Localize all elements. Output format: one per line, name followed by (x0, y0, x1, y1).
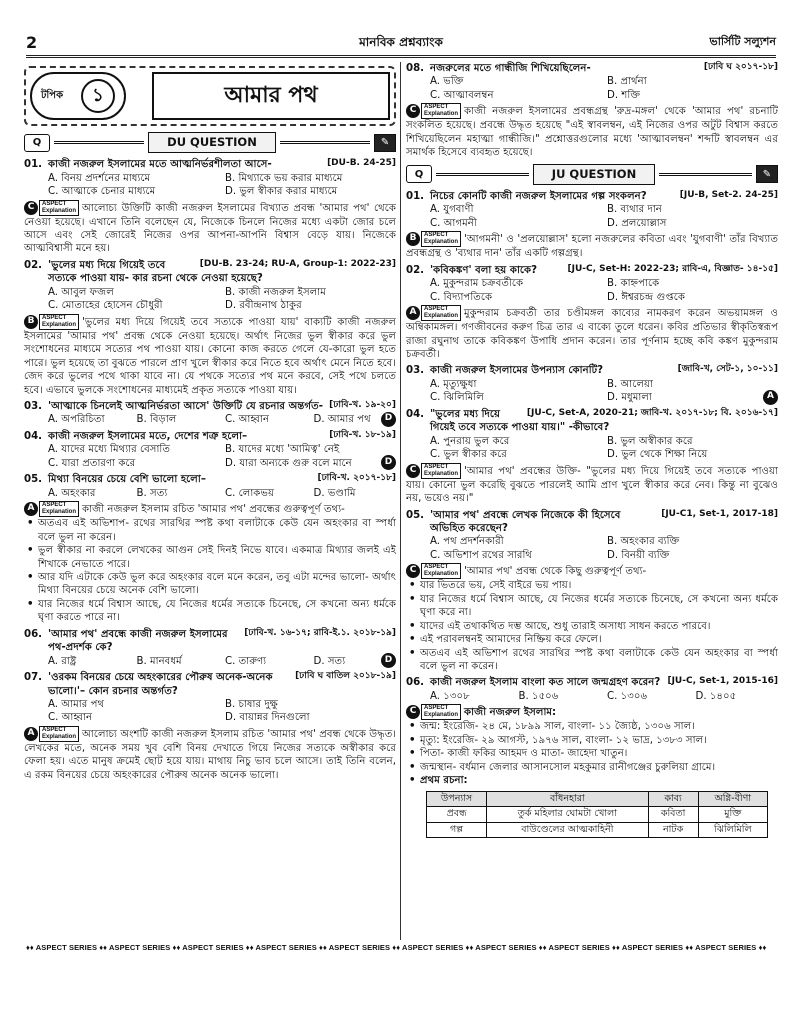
table-cell: বাউণ্ডেলের আত্মকাহিনী (487, 822, 648, 838)
table-row (427, 822, 768, 838)
works-title: • প্রথম রচনা: (406, 774, 778, 787)
option-c: C. আহ্বান (225, 414, 270, 426)
option-b: B. বিড়াল (136, 414, 177, 426)
explanation (24, 200, 396, 256)
aspect-label (421, 463, 461, 479)
option-b: B. চাষার দুক্ষু (225, 699, 278, 711)
question-header (406, 364, 778, 377)
aspect-line-2: Explanation (424, 571, 459, 578)
table-header-cell: উপন্যাস (427, 791, 487, 807)
question-number: 03. (406, 365, 425, 377)
option-b: B. কাহ্নপাকে (607, 278, 660, 290)
explanation-letter: C (24, 201, 38, 215)
aspect-line-2: Explanation (42, 321, 77, 328)
aspect-explanation-icon (24, 501, 79, 517)
option-c: C. ঝিলিমিলি (430, 392, 484, 404)
option-b: B. ব্যথার দান (607, 204, 662, 216)
question-source: [JU-C, Set-1, 2015-16] (667, 676, 778, 687)
aspect-line-2: Explanation (424, 712, 459, 719)
aspect-explanation-icon (24, 314, 79, 330)
table-header-cell: কাব্য (648, 791, 698, 807)
option-a: A. রাষ্ট্র (48, 655, 77, 667)
question-source: [JU-C, Set-H: 2022-23; রাবি-এ, বিজ্ঞাত- ১৪-১৫] (567, 263, 778, 274)
explanation-bullets (24, 517, 396, 625)
topic-label: টপিক (40, 90, 64, 102)
options-list (406, 203, 778, 230)
question-text: কাজী নজরুল ইসলামের মতে আত্মনির্ভরশীলতা আসে- (48, 159, 272, 171)
explanation (406, 563, 778, 579)
bullet-item: • আর যদি এটাকে কেউ ভুল করে অহংকার বলে মনে করেন, তবু এটা মন্দের ভালো- অর্থাৎ মিথ্যা বিনয়ের চেয়ে অনেক বেশি ভালো। (24, 571, 396, 598)
aspect-explanation-icon (406, 704, 461, 720)
option-c: C. ১৩০৬ (607, 690, 648, 702)
question-block (406, 676, 778, 838)
options-list (406, 435, 778, 462)
question-icon: Q (406, 165, 432, 183)
explanation-letter: C (406, 705, 420, 719)
question-block (24, 400, 396, 427)
options-list (406, 75, 778, 102)
question-header (24, 671, 396, 698)
question-text-wrap (48, 473, 396, 486)
aspect-explanation-icon (406, 463, 461, 479)
option-a: A. যাদের মধ্যে মিথ্যার বেসাতি (48, 444, 170, 456)
option-a: A. অপরিচিতা (48, 414, 105, 426)
question-header (406, 190, 778, 203)
option-c: C. ভুল স্বীকার করে (430, 449, 507, 461)
aspect-label (421, 103, 461, 119)
option-c: C. তারুণ্য (225, 655, 267, 667)
explanation-letter: C (406, 564, 420, 578)
aspect-label (421, 231, 461, 247)
question-text: কাজী নজরুল ইসলাম বাংলা কত সালে জন্মগ্রহণ করেন? (430, 677, 661, 689)
explanation-text: কাজী নজরুল ইসলাম: (464, 707, 557, 719)
aspect-line-1: ASPECT (424, 232, 449, 239)
explanation-text: 'আমার পথ' প্রবন্ধের উক্তি- "ভুলের মধ্য দিয়ে গিয়েই তবে সত্যকে পাওয়া যায়। কোনো ভুল করেছি বুঝতে পারলেই আমি প্রাণ খুলে স্বীকার করে নেব। কিন্তু না বুঝেও নয়, ভয়েও নয়।" (406, 465, 778, 505)
question-text-wrap (48, 158, 396, 171)
question-block (24, 473, 396, 625)
topic-banner (24, 66, 396, 126)
question-text-wrap (430, 264, 778, 277)
option-a: A. ভক্তি (430, 76, 464, 88)
option-c: C. আত্মাকে চেনার মাধ্যমে (48, 186, 156, 198)
info-item: • জন্ম: ইংরেজি- ২৪ মে, ১৮৯৯ সাল, বাংলা- ১১ জ্যৈষ্ঠ, ১৩০৬ সাল। (406, 720, 778, 733)
option-d: D. যারা অন্যকে গুরু বলে মানে (225, 457, 352, 469)
options-list (24, 698, 396, 725)
aspect-explanation-icon (406, 305, 461, 321)
question-block (24, 430, 396, 470)
question-header (406, 62, 778, 75)
aspect-explanation-icon (406, 103, 461, 119)
explanation (24, 501, 396, 517)
question-text-wrap (48, 400, 396, 413)
question-header (24, 430, 396, 443)
question-text: 'কবিকঙ্কণ' বলা হয় কাকে? (430, 264, 538, 276)
aspect-line-1: ASPECT (42, 726, 67, 733)
aspect-line-1: ASPECT (424, 463, 449, 470)
question-number: 05. (24, 474, 43, 486)
bullet-item: • যার নিজের ধর্মে বিশ্বাস আছে, যে নিজের ধর্মের সত্যকে চিনেছে, সে কখনো অন্য ধর্মকে ঘৃণা করতে পারে না। (24, 598, 396, 625)
option-a: A. পুনরায় ভুল করে (430, 435, 510, 447)
ju-section-header (406, 164, 778, 185)
right-column (406, 62, 778, 841)
option-d: D. রবীন্দ্রনাথ ঠাকুর (225, 300, 302, 312)
question-number: 04. (24, 430, 43, 442)
option-a: A. মুকুন্দরাম চক্রবর্তীকে (430, 278, 524, 290)
explanation-text: আলোচ্য উক্তিটি কাজী নজরুল ইসলামের বিখ্যাত প্রবন্ধ 'আমার পথ' থেকে নেওয়া হয়েছে। এখানে তিনি বলেছেন যে, নিজেকে চিনলে নিজের মধ্যে একটা জোর চলে আসে এবং সেই জোরেই নিজের ওপর আপনা-আপনি বিশ্বাস বেড়ে যায়। নিজেকে আত্মবিশ্বাসী মনে হয়। (24, 202, 396, 255)
table-header-cell: বাঁধনহারা (487, 791, 648, 807)
options-list (406, 535, 778, 562)
page-header (26, 30, 776, 58)
question-text: 'আত্মাকে চিনলেই আত্মনির্ভরতা আসে' উক্তিটি যে রচনার অন্তর্গত- (48, 400, 323, 412)
question-block (24, 259, 396, 397)
question-block (24, 628, 396, 668)
aspect-line-2: Explanation (424, 239, 459, 246)
aspect-line-2: Explanation (42, 509, 77, 516)
topic-title: আমার পথ (152, 72, 390, 120)
option-a: A. আবুল ফজল (48, 286, 114, 298)
question-source: [ঢাবি ঘ ২০১৭-১৮] (703, 62, 778, 72)
question-number: 07. (24, 672, 43, 684)
aspect-line-1: ASPECT (42, 200, 67, 207)
table-cell: তুর্ক মহিলার ঘোমটা খোলা (487, 807, 648, 823)
option-c: C. অভিশাপ রথের সারথি (430, 549, 532, 561)
info-item: • পিতা- কাজী ফকির আহমদ ও মাতা- জাহেদা খাতুন। (406, 747, 778, 760)
question-text: 'ওরকম বিনয়ের চেয়ে অহংকারের পৌরুষ অনেক-অনেক ভালো।'– কোন রচনার অন্তর্গত? (48, 672, 273, 697)
aspect-explanation-icon (24, 200, 79, 216)
question-source: [ঢাবি ঘ বাতিল ২০১৮-১৯] (295, 671, 396, 682)
option-a: A. অহংকার (48, 487, 96, 499)
option-b: B. মানবধর্ম (136, 655, 182, 667)
explanation (406, 463, 778, 506)
question-text-wrap (48, 671, 396, 698)
explanation-letter: C (406, 464, 420, 478)
option-c: C. যারা প্রতারণা করে (48, 457, 136, 469)
option-b: B. আলেয়া (607, 378, 653, 390)
table-cell: প্রবন্ধ (427, 807, 487, 823)
table-cell: নাটক (648, 822, 698, 838)
option-c: C. লোকভয় (225, 487, 274, 499)
question-header (24, 473, 396, 486)
info-item: • মৃত্যু: ইংরেজি- ২৯ আগস্ট, ১৯৭৬ সাল, বাংলা- ১২ ভাদ্র, ১৩৮৩ সাল। (406, 734, 778, 747)
option-d: D. আমার পথ (313, 414, 371, 426)
option-d: D. ঈশ্বরচন্দ্র গুপ্তকে (607, 291, 685, 303)
options-list (24, 172, 396, 199)
question-header (406, 509, 778, 536)
question-block (24, 158, 396, 256)
option-a: A. ১৩০৮ (430, 690, 470, 702)
answer-badge: D (381, 653, 396, 668)
explanation-text: কাজী নজরুল ইসলামের প্রবন্ধগ্রন্থ 'রুদ্র-মঙ্গল' থেকে 'আমার পথ' রচনাটি সংকলিত হয়েছে। প্রবন্ধে উদ্ধৃত হয়েছে "এই স্বাবলম্বন, এই নিজের ওপর অটুট বিশ্বাস করতে শিখিয়েছিলেন মহাত্মা গান্ধীজি।" প্রশ্নোত্তরগুলোর মধ্যে 'আত্মাবলম্বন' শব্দটি স্বাবলম্বন এর সমার্থক হিসেবে ব্যবহৃত হয়েছে। (406, 106, 778, 159)
question-source: [ঢাবি-খ. ১৯-২০] (329, 399, 396, 410)
bullet-item: • যার ভিতরে ভয়, সেই বাইরে ভয় পায়। (406, 579, 778, 592)
table-cell: ঝিলিমিলি (698, 822, 767, 838)
explanation (406, 305, 778, 361)
question-number: 02. (406, 264, 425, 276)
aspect-line-2: Explanation (424, 470, 459, 477)
explanation-bullets (406, 579, 778, 673)
explanation-text: 'ভুলের মধ্য দিয়ে গিয়েই তবে সত্যকে পাওয়া যায়' বাক্যটি কাজী নজরুল ইসলামের 'আমার পথ' প্রবন্ধ থেকে নেওয়া হয়েছে। অর্থাৎ নিজের ভুল স্বীকার করে ভুল সংশোধনের মাধ্যমে সত্যের পথ পাওয়া যায়। কোনো কাজ করতে গেলে যে-কারো ভুল হতে পারে। ভুল হয়েছে তা বুঝতে পারলে প্রাণ খুলে স্বীকার করে নিতে হবে অর্থাৎ মেনে নিতে হবে। জেদ করে ভুলের পথে থাকা যাবে না। যে পথকে সত্যের পথ মনে করবে, সেই পথে চলতে হবে। এভাবে ভুলকে সংশোধনের মাধ্যমেই প্রকৃত সত্যকে পাওয়া যায়। (24, 316, 396, 396)
question-text: 'আমার পথ' প্রবন্ধে লেখক নিজেকে কী হিসেবে অভিহিত করেছেন? (430, 509, 621, 534)
question-text-wrap (430, 190, 778, 203)
options-list (24, 443, 396, 470)
question-text: কাজী নজরুল ইসলামের উপন্যাস কোনটি? (430, 365, 604, 377)
question-icon: Q (24, 134, 50, 152)
option-a: A. পথ প্রদর্শনকারী (430, 536, 504, 548)
aspect-label (39, 200, 79, 216)
explanation-letter: B (406, 232, 420, 246)
footer-banner: ♦♦ ASPECT SERIES ♦♦ ASPECT SERIES ♦♦ ASPECT SERIES ♦♦ ASPECT SERIES ♦♦ ASPECT SERIES ♦♦ ASPECT SERIES ♦♦ ASPECT SERIES ♦♦ ASPECT SERIES ♦♦ ASPECT SERIES ♦♦ ASPECT SERIES ♦♦ (26, 943, 767, 952)
option-d: D. ভুল থেকে শিক্ষা নিয়ে (607, 449, 708, 461)
answer-badge: D (381, 455, 396, 470)
question-text-wrap (430, 676, 778, 689)
question-text-wrap (430, 62, 778, 75)
question-header (24, 158, 396, 171)
option-a: A. বিনয় প্রদর্শনের মাধ্যমে (48, 172, 151, 184)
explanation (406, 231, 778, 260)
aspect-line-1: ASPECT (42, 314, 67, 321)
topic-badge (30, 72, 126, 120)
publisher-name: ভার্সিটি সল্যুশন (709, 35, 776, 49)
option-a: A. মৃত্যুক্ষুধা (430, 378, 477, 390)
table-row (427, 807, 768, 823)
bullet-item: • ভুল স্বীকার না করলে লেখকের আগুন সেই দিনই নিভে যাবে। একমাত্র মিথ্যার জলই এই শিখাকে নেভাতে পারে। (24, 544, 396, 571)
option-b: B. প্রার্থনা (607, 76, 647, 88)
question-text: মিথ্যা বিনয়ের চেয়ে বেশি ভালো হলো– (48, 474, 206, 486)
question-source: [জাবি-খ, সেট-১, ১০-১১] (677, 364, 778, 375)
option-d: D. সত্য (313, 655, 346, 667)
question-text-wrap (430, 408, 778, 435)
question-header (406, 264, 778, 277)
explanation (406, 103, 778, 159)
info-item: • জন্মস্থান- বর্ধমান জেলার আসানসোল মহকুমার রানীগঞ্জের চুরুলিয়া গ্রামে। (406, 761, 778, 774)
question-header (24, 628, 396, 655)
question-text-wrap (48, 259, 396, 286)
explanation-text: 'আমার পথ' প্রবন্ধ থেকে কিছু গুরুত্বপূর্ণ তথ্য- (464, 566, 647, 578)
question-number: 08. (406, 63, 425, 74)
aspect-line-2: Explanation (424, 313, 459, 320)
explanation-letter: A (406, 306, 420, 320)
option-b: B. কাজী নজরুল ইসলাম (225, 286, 326, 298)
question-number: 02. (24, 259, 43, 271)
explanation-letter: B (24, 315, 38, 329)
aspect-label (421, 563, 461, 579)
options-list (406, 378, 778, 405)
pen-icon: ✎ (374, 134, 396, 152)
explanation (24, 314, 396, 397)
table-cell: মুক্তি (698, 807, 767, 823)
explanation-letter: A (24, 727, 38, 741)
option-b: B. যাদের মধ্যে 'আমিত্ব' নেই (225, 444, 340, 456)
info-list (406, 720, 778, 787)
option-c: C. আহ্বান (48, 712, 93, 724)
question-source: [JU-C, Set-A, 2020-21; জাবি-খ. ২০১৭-১৮; বি. ২০১৬-১৭] (526, 407, 778, 418)
option-a: A. আমার পথ (48, 699, 105, 711)
du-section-header (24, 132, 396, 153)
question-block (24, 671, 396, 782)
option-b: B. অহংকার ব্যক্তি (607, 536, 680, 548)
explanation-text: 'আগমনী' ও 'প্রলয়োল্লাস' হলো নজরুলের কবিতা এবং 'যুগবাণী' তাঁর বিখ্যাত প্রবন্ধগ্রন্থ ও 'ব্যথার দান' তাঁর একটি গল্পগ্রন্থ। (406, 234, 778, 260)
question-text: নজরুলের মতে গান্ধীজি শিখিয়েছিলেন- (430, 63, 591, 74)
question-number: 01. (24, 159, 43, 171)
option-c: C. বিদ্যাপতিকে (430, 291, 493, 303)
left-column (24, 62, 396, 785)
question-block (406, 190, 778, 261)
explanation (406, 704, 778, 720)
question-header (24, 400, 396, 413)
aspect-label (421, 704, 461, 720)
question-block (406, 62, 778, 160)
question-block (406, 509, 778, 674)
topic-number: ১ (81, 79, 115, 113)
question-number: 04. (406, 408, 425, 420)
question-number: 01. (406, 190, 425, 202)
question-text-wrap (430, 509, 778, 536)
table-cell: কবিতা (648, 807, 698, 823)
page-number: 2 (26, 32, 38, 52)
ju-section-label: JU QUESTION (533, 164, 655, 185)
question-source: [JU-C1, Set-1, 2017-18] (661, 508, 778, 519)
explanation (24, 726, 396, 782)
options-list (24, 286, 396, 313)
option-b: B. মিথ্যাকে ভয় করার মাধ্যমে (225, 172, 343, 184)
options-list (24, 487, 396, 500)
question-number: 06. (406, 677, 425, 689)
aspect-label (39, 501, 79, 517)
question-header (24, 259, 396, 286)
question-text-wrap (430, 364, 778, 377)
option-d: D. শক্তি (607, 89, 641, 101)
bullet-item: • যাদের এই তথাকথিত দম্ভ আছে, শুধু তারাই অসাধ্য সাধন করতে পারবে। (406, 620, 778, 633)
bullet-item: • অতএব এই অভিশাপ রথের সারথির স্পষ্ট কথা বলাটাকে কেউ যেন অহংকার বা স্পর্ধা বলে ভুল না করেন। (406, 647, 778, 674)
book-title: মানবিক প্রশ্নব্যাংক (359, 34, 443, 49)
option-c: C. আত্মাবলম্বন (430, 89, 494, 101)
pen-icon: ✎ (756, 165, 778, 183)
question-source: [ঢাবি-খ. ১৬-১৭; রাবি-ই.১. ২০১৮-১৯] (244, 627, 396, 638)
explanation-letter: C (406, 104, 420, 118)
option-d: D. ভণ্ডামি (313, 487, 356, 499)
aspect-line-2: Explanation (42, 207, 77, 214)
options-list (24, 413, 396, 426)
question-header (406, 408, 778, 435)
aspect-label (39, 726, 79, 742)
option-b: B. সত্য (136, 487, 168, 499)
option-c: C. আগমনী (430, 217, 477, 229)
aspect-label (421, 305, 461, 321)
question-source: [DU-B. 23-24; RU-A, Group-1: 2022-23] (199, 258, 396, 269)
works-table (426, 791, 768, 839)
question-number: 05. (406, 509, 425, 521)
aspect-line-1: ASPECT (424, 306, 449, 313)
du-section-label: DU QUESTION (148, 132, 276, 153)
bullet-item: • অতএব এই অভিশাপ- রথের সারথির স্পষ্ট কথা বলাটাকে কেউ যেন অহংকার বা স্পর্ধা বলে ভুল না করেন। (24, 517, 396, 544)
answer-badge: D (381, 412, 396, 427)
explanation-text: মুকুন্দরাম চক্রবর্তী তার চণ্ডীমঙ্গল কাব্যের নামকরণ করেন অভয়ামঙ্গল ও অম্বিকামঙ্গল। গণজীবনের করুণ চিত্র তার এ বাক্যে তুলে ধরেন। কবির প্রতিভার স্বীকৃতিস্বরূপ রাজা রঘুনাথ তাকে কবিকঙ্কণ উপাধি প্রদান করেন। তার পূর্ণনাম হচ্ছে কবি কঙ্কণ মুকুন্দরাম চক্রবর্তী। (406, 308, 778, 360)
question-block (406, 364, 778, 404)
question-text: 'আমার পথ' প্রবন্ধে কাজী নজরুল ইসলামের পথ-প্রদর্শক কে? (48, 628, 228, 654)
question-text-wrap (48, 628, 396, 655)
aspect-explanation-icon (406, 563, 461, 579)
question-number: 03. (24, 400, 43, 412)
aspect-line-1: ASPECT (424, 104, 449, 111)
option-b: B. ১৫০৬ (518, 690, 559, 702)
question-source: [DU-B. 24-25] (327, 158, 396, 169)
option-a: A. যুগবাণী (430, 204, 474, 216)
question-number: 06. (24, 628, 43, 640)
options-list (406, 690, 778, 703)
aspect-line-2: Explanation (42, 733, 77, 740)
aspect-label (39, 314, 79, 330)
question-text: 'ভুলের মধ্য দিয়ে গিয়েই তবে সত্যকে পাওয়া যায়- কার রচনা থেকে নেওয়া হয়েছে? (48, 259, 263, 285)
option-d: D. প্রলয়োল্লাস (607, 217, 667, 229)
options-list (24, 655, 396, 668)
explanation-text: কাজী নজরুল ইসলাম রচিত 'আমার পথ' প্রবন্ধের গুরুত্বপূর্ণ তথ্য- (82, 504, 345, 516)
aspect-line-1: ASPECT (42, 502, 67, 509)
option-d: D. বায়ান্নর দিনগুলো (225, 712, 310, 724)
question-text: কাজী নজরুল ইসলামের মতে, দেশের শত্রু হলো– (48, 430, 248, 442)
question-text: "ভুলের মধ্য দিয়ে গিয়েই তবে সত্যকে পাওয়া যায়।" -কীভাবে? (430, 408, 610, 434)
question-block (406, 408, 778, 506)
table-cell: গল্প (427, 822, 487, 838)
question-block (406, 264, 778, 362)
option-d: D. বিনয়ী ব্যক্তি (607, 549, 670, 561)
option-d: D. ভুল স্বীকার করার মাধ্যমে (225, 186, 338, 198)
table-header-cell: অগ্নি-বীণা (698, 791, 767, 807)
option-c: C. মোতাহের হোসেন চৌধুরী (48, 300, 163, 312)
options-list (406, 277, 778, 304)
option-d: D. মধুমালা (607, 392, 652, 404)
question-header (406, 676, 778, 689)
question-source: [ঢাবি-খ. ২০১৭-১৮] (317, 473, 396, 484)
aspect-explanation-icon (406, 231, 461, 247)
option-d: D. ১৪০৫ (695, 690, 737, 702)
question-text-wrap (48, 430, 396, 443)
option-b: B. ভুল অস্বীকার করে (607, 435, 693, 447)
aspect-line-2: Explanation (424, 111, 459, 118)
question-source: [ঢাবি-খ. ১৮-১৯] (329, 429, 396, 440)
answer-badge: A (763, 390, 778, 405)
bullet-item: • যার নিজের ধর্মে বিশ্বাস আছে, যে নিজের ধর্মের সত্যকে চিনেছে, সে কখনো অন্য ধর্মকে ঘৃণা করে না। (406, 593, 778, 620)
question-text: নিচের কোনটি কাজী নজরুল ইসলামের গল্প সংকলন? (430, 190, 647, 202)
explanation-text: আলোচ্য অংশটি কাজী নজরুল ইসলাম রচিত 'আমার পথ' প্রবন্ধ থেকে উদ্ধৃত। লেখকের মতে, অনেক সময় খুব বেশি বিনয় দেখাতে গিয়ে নিজের সত্যকে অস্বীকার করে ফেলা হয়। এতে মানুষ ক্রমেই ছোট হয়ে যায়। মাথায় নিচু ভাব চলে আসে। তাই তিনি বলেন, এ রকম বিনয়ের চেয়ে অহংকারের পৌরুষ অনেক অনেক ভালো। (24, 728, 396, 781)
aspect-explanation-icon (24, 726, 79, 742)
bullet-item: • এই পরাবলম্বনই আমাদের নিষ্ক্রিয় করে ফেলে। (406, 633, 778, 646)
explanation-letter: A (24, 502, 38, 516)
aspect-line-1: ASPECT (424, 564, 449, 571)
question-source: [JU-B, Set-2. 24-25] (679, 189, 778, 200)
aspect-line-1: ASPECT (424, 705, 449, 712)
column-divider (400, 62, 401, 940)
